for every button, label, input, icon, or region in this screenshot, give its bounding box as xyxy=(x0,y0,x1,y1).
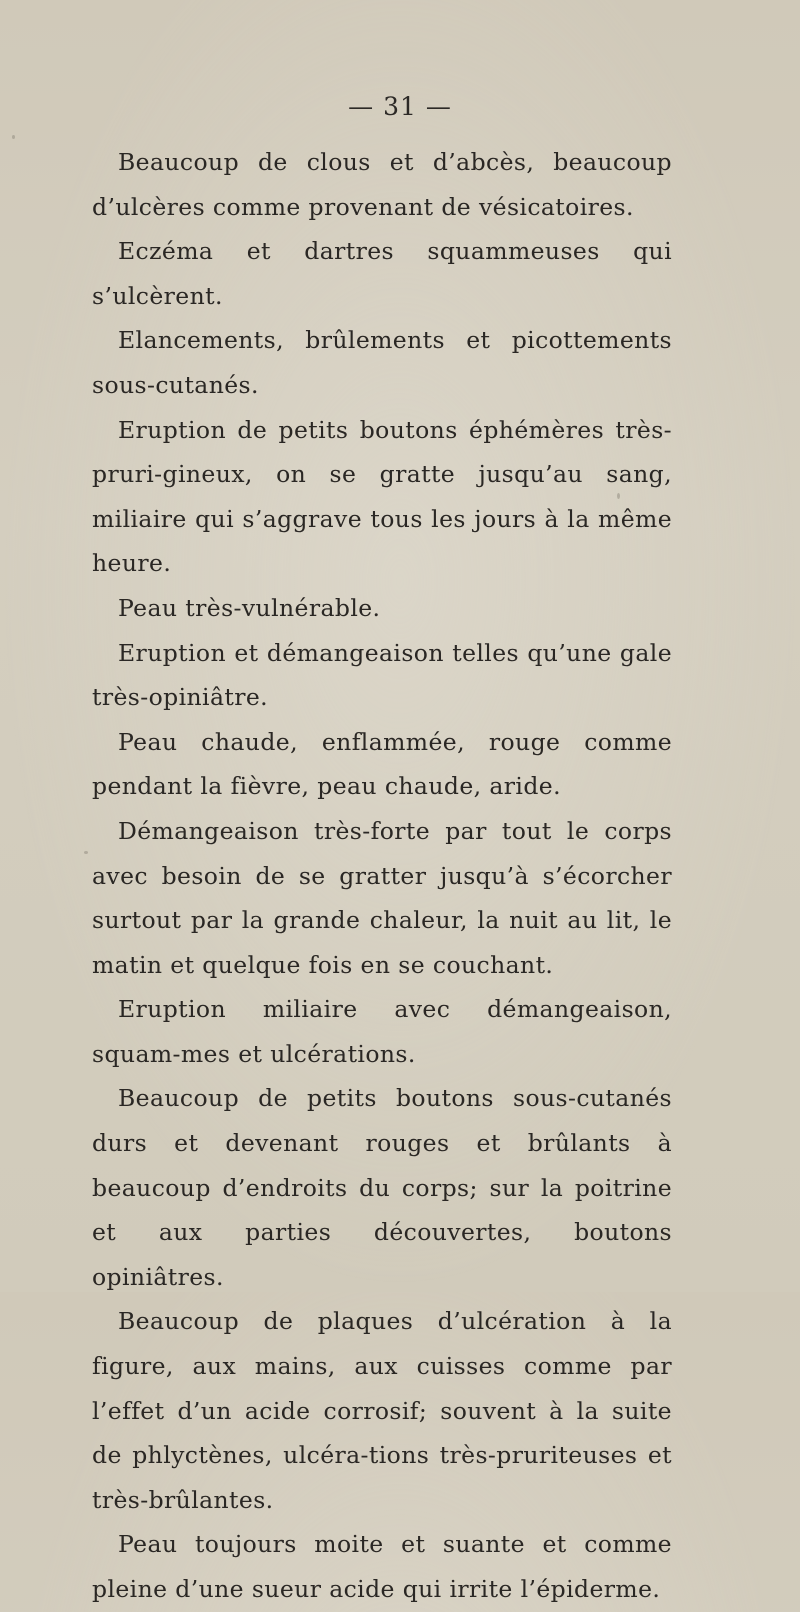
paragraph: Eruption miliaire avec démangeaison, squam-mes et ulcérations. xyxy=(92,995,672,1068)
paragraph: Démangeaison très-forte par tout le corps avec besoin de se gratter jusqu’à s’écorcher surtout par la grande chaleur, la nuit au lit, le matin et quelque fois en se couchant. xyxy=(92,816,672,979)
paper-speck xyxy=(12,135,15,139)
paragraph: Eczéma et dartres squammeuses qui s’ulcèrent. xyxy=(92,237,672,310)
paragraph: Peau chaude, enflammée, rouge comme pendant la fièvre, peau chaude, aride. xyxy=(92,727,672,801)
paragraph: Beaucoup de plaques d’ulcération à la figure, aux mains, aux cuisses comme par l’effet d’un acide corrosif; souvent à la suite de phlyctènes, ulcéra-tions très-pruriteuses et très-brûlantes. xyxy=(92,1307,672,1514)
body-text xyxy=(92,140,672,1612)
paper-speck xyxy=(84,851,88,854)
paragraph: Elancements, brûlements et picottements sous-cutanés. xyxy=(92,326,672,399)
paragraph: Peau très-vulnérable. xyxy=(118,593,381,622)
paragraph: Eruption et démangeaison telles qu’une gale très-opiniâtre. xyxy=(92,638,672,712)
paragraph: Eruption de petits boutons éphémères très-pruri-gineux, on se gratte jusqu’au sang, miliaire qui s’aggrave tous les jours à la même heure. xyxy=(92,415,672,578)
paragraph: Beaucoup de petits boutons sous-cutanés durs et devenant rouges et brûlants à beaucoup d’endroits du corps; sur la poitrine et aux parties découvertes, boutons opiniâtres. xyxy=(92,1084,672,1291)
paragraph: Peau toujours moite et suante et comme pleine d’une sueur acide qui irrite l’épiderme. xyxy=(92,1530,672,1603)
paragraph: Beaucoup de clous et d’abcès, beaucoup d’ulcères comme provenant de vésicatoires. xyxy=(92,148,672,221)
page-number: — 31 — xyxy=(348,92,452,121)
